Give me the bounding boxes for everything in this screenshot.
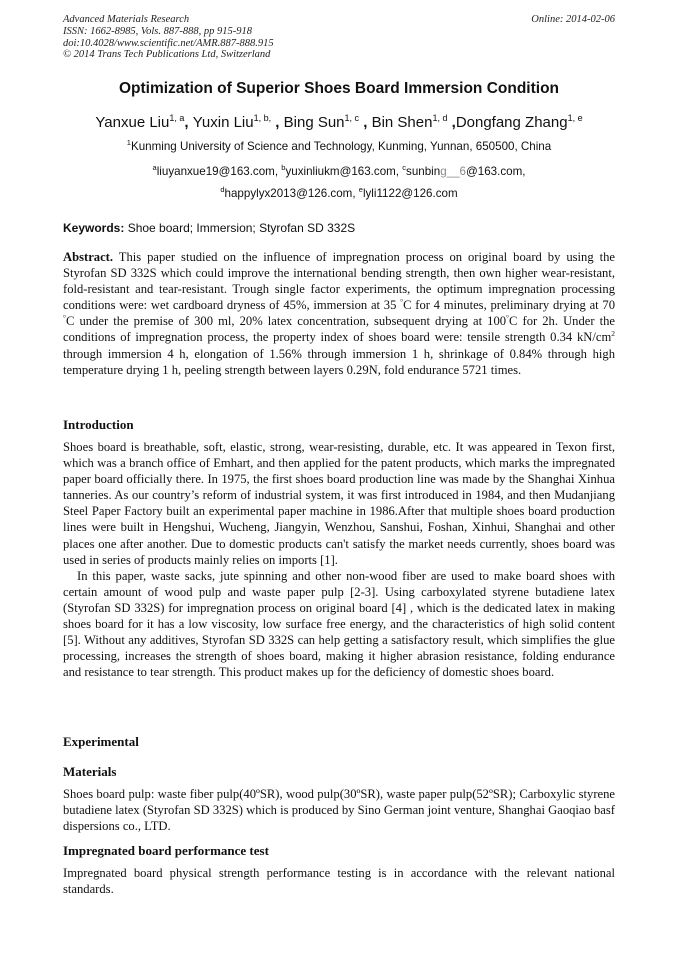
degree-sign: ° bbox=[400, 297, 404, 307]
abstract-text: C under the premise of 300 ml, 20% latex concentration, subsequent drying at 100 bbox=[66, 314, 507, 329]
materials-heading: Materials bbox=[63, 764, 117, 779]
affiliation bbox=[0, 140, 678, 153]
abstract-text: This paper studied on the influence of impregnation process on original board by using the Styrofan SD 332S which could improve the international bending strength, then own higher wear-resistant, fold-resistant and tear-resistant. Trough single factor experiments, the optimum impregnation processing conditions were: wet cardboard dryness of 45%, immersion at 35 bbox=[63, 250, 615, 313]
author-list: Yanxue Liu$^{1, a}$, Yuxin Liu$^{1, b,}$ , Bing Sun$^{1, c}$ , Bin Shen$^{1, d}$ ,Dongfang Zhang$^{1, e}$ bbox=[95, 113, 583, 131]
author-sup: 1, a bbox=[169, 113, 185, 123]
performance-test-heading: Impregnated board performance test bbox=[63, 843, 269, 858]
introduction-body bbox=[63, 439, 615, 680]
email-sup: d bbox=[220, 185, 225, 195]
author-sup: 1, d bbox=[432, 113, 448, 123]
affiliation-sup: 1 bbox=[126, 138, 131, 148]
introduction-paragraph: Shoes board is breathable, soft, elastic, strong, wear-resisting, durable, etc. It was appeared in Texon first, which was a branch office of Emhart, and then applied for the patent products, which marks the impregnated paper board officially there. In 1975, the first shoes board production line was made by the Shanghai Xinhua tanneries. As our country’s reform of industrial system, it was first introduced in 1984, and then Mudanjiang Steel Paper Factory built an experimental paper machine in 1986.After that multiple shoes board production lines were built in Hengshui, Wucheng, Jiangyin, Wenzhou, Sanshui, Foshan, Xinhui, Shanghai and other places one after another. Due to domestic products can't satisfy the market needs currently, shoes board was used in series of products mainly relies on imports [1]. bbox=[63, 440, 615, 567]
paper-title: Optimization of Superior Shoes Board Immersion Condition bbox=[118, 80, 560, 97]
keywords-text: Shoe board; Immersion; Styrofan SD 332S bbox=[124, 221, 356, 235]
journal-header bbox=[63, 14, 615, 61]
abstract-text: C for 2h. Under the conditions of impregnation process, the property index of shoes board were: tensile strength 0.34 kN/cm bbox=[63, 314, 615, 345]
affiliation-text: Kunming University of Science and Technology, Kunming, Yunnan, 650500, China bbox=[130, 140, 552, 153]
author-name: Dongfang Zhang bbox=[455, 114, 568, 131]
issn-line: ISSN: 1662-8985, Vols. 887-888, pp 915-918 bbox=[63, 25, 252, 37]
email-address: yuxinliukm@163.com, bbox=[285, 165, 403, 178]
degree-sign: ° bbox=[506, 313, 510, 323]
abstract bbox=[63, 249, 615, 378]
abstract-text: C for 4 minutes, preliminary drying at 70 bbox=[403, 298, 615, 313]
materials-text: Shoes board pulp: waste fiber pulp(40ºSR), wood pulp(30ºSR), waste paper pulp(52ºSR); Carboxylic styrene butadiene latex (Styrofan SD 332S) which is produced by Sino German joint venture, Shanghai Gaoqiao basf dispersions co., LTD. bbox=[63, 787, 615, 834]
email-address: lyli1122@126.com bbox=[362, 187, 458, 200]
journal-name: Advanced Materials Research bbox=[63, 14, 190, 25]
author-name: Yanxue Liu bbox=[95, 114, 170, 131]
author-name: Yuxin Liu bbox=[192, 114, 254, 131]
abstract-text: through immersion 4 h, elongation of 1.56% through immersion 1 h, shrinkage of 0.84% through high temperature drying 1 h, peeling strength between layers 0.29N, fold endurance 5721 times. bbox=[63, 346, 615, 377]
email-sup: e bbox=[358, 185, 363, 195]
email-address: happylyx2013@126.com, bbox=[224, 187, 359, 200]
abstract-label: Abstract. bbox=[63, 250, 114, 264]
experimental-heading: Experimental bbox=[63, 734, 139, 749]
email-address: liuyanxue19@163.com, bbox=[156, 165, 282, 178]
copyright-line: © 2014 Trans Tech Publications Ltd, Switzerland bbox=[63, 49, 271, 61]
email-list bbox=[0, 161, 678, 205]
online-date: Online: 2014-02-06 bbox=[531, 14, 615, 25]
author-sup: 1, c bbox=[344, 113, 360, 123]
author-sup: 1, b, bbox=[253, 113, 272, 123]
email-sup: b bbox=[281, 163, 286, 173]
introduction-heading: Introduction bbox=[63, 417, 134, 432]
introduction-paragraph: In this paper, waste sacks, jute spinning and other non-wood fiber are used to make board shoes with certain amount of wood pulp and waste paper pulp [2-3]. Using carboxylated styrene butadiene latex (Styrofan SD 332S) for impregnation process on original board [4] , which is the dedicated latex in making shoes board for it has a low viscosity, low surface free energy, and the characteristics of high solid content [5]. Without any additives, Styrofan SD 332S can help getting a satisfactory result, which simplifies the glue processing, increases the strength of shoes board, making it higher abrasion resistance, folding endurance and resistance to tear strength. This product makes up for the deficiency of domestic shoes board. bbox=[63, 568, 615, 680]
doi-line: doi:10.4028/www.scientific.net/AMR.887-888.915 bbox=[63, 37, 274, 49]
email-sup: a bbox=[152, 163, 157, 173]
author-name: Bing Sun bbox=[283, 114, 345, 131]
performance-test-text: Impregnated board physical strength performance testing is in accordance with the relevant national standards. bbox=[63, 866, 615, 897]
email-address: @163.com, bbox=[465, 165, 526, 178]
superscript-two: 2 bbox=[611, 329, 615, 339]
degree-sign: ° bbox=[63, 313, 66, 323]
author-name: Bin Shen bbox=[371, 114, 433, 131]
email-address: sunbin bbox=[406, 165, 441, 178]
keywords-label: Keywords: bbox=[63, 221, 125, 235]
keywords bbox=[63, 221, 355, 235]
email-address-fragment: g__6 bbox=[440, 165, 466, 178]
author-sup: 1, e bbox=[567, 113, 583, 123]
email-sup: c bbox=[402, 163, 407, 173]
